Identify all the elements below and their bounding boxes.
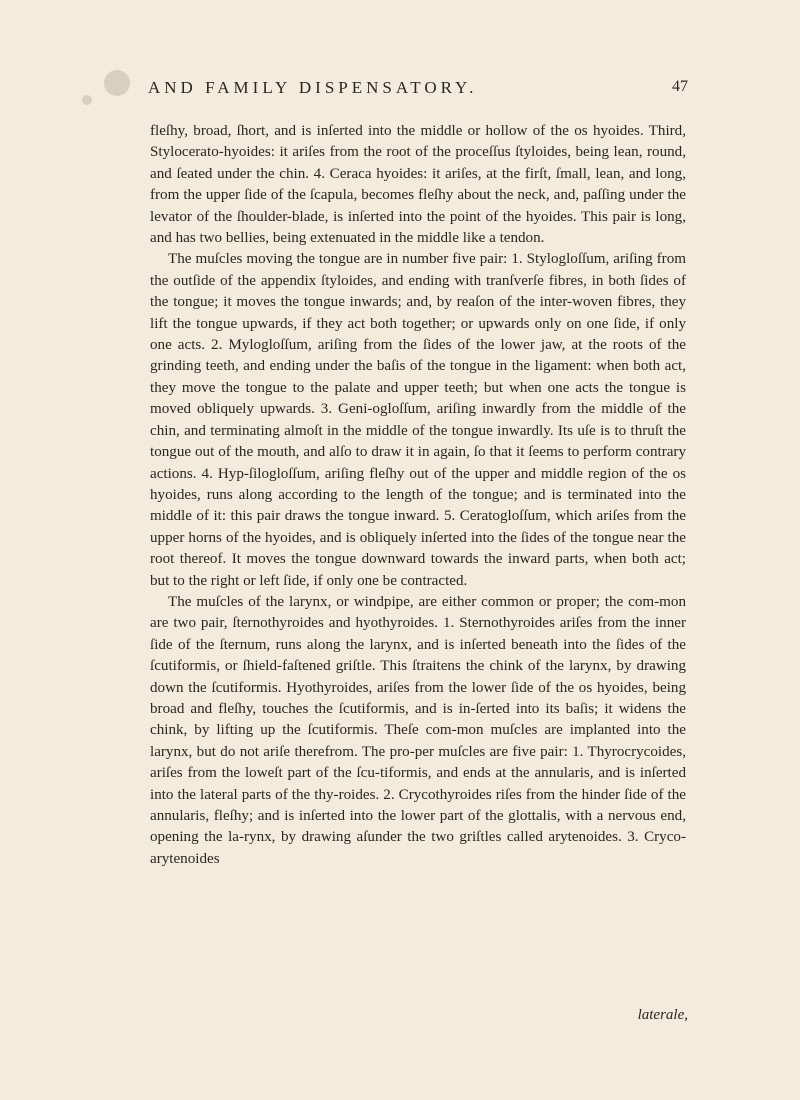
running-header bbox=[148, 78, 688, 98]
body-text bbox=[150, 121, 686, 870]
paragraph-hyoid-muscles: fleſhy, broad, ſhort, and is inſerted into the middle or hollow of the os hyoides. Third, Stylocerato-hyoides: it ariſes from the root of the proceſſus ſtyloides, being lean, round, and ſeated under the chin. 4. Ceraca hyoides: it ariſes, at the firſt, ſmall, lean, and long, from the upper ſide of the ſcapula, becomes fleſhy about the neck, and, paſſing under the levator of the ſhoulder-blade, is inſerted into the point of the hyoides. This pair is long, and has two bellies, being extenuated in the middle like a tendon. bbox=[150, 123, 686, 247]
catchword: laterale, bbox=[637, 1007, 688, 1023]
running-title: AND FAMILY DISPENSATORY. bbox=[148, 78, 478, 97]
paragraph-tongue-muscles: The muſcles moving the tongue are in number five pair: 1. Styloglоſſum, ariſing from the outſide of the appendix ſtyloides, and ending with tranſverſe fibres, in both ſides of the tongue; it moves the tongue inwards; and, by reaſon of the inter-woven fibres, they lift the tongue upwards, if they act both together; or upwards only on one ſide, if only one acts. 2. Myloglоſſum, ariſing from the ſides of the lower jaw, at the roots of the grinding teeth, and ending under the baſis of the tongue in the ligament: when both act, they move the tongue to the palate and upper teeth; but when one acts the tongue is moved obliquely upwards. 3. Geni-oglоſſum, ariſing inwardly from the middle of the chin, and terminating almoſt in the middle of the tongue inwardly. Its uſe is to thruſt the tongue out of the mouth, and alſo to draw it in again, ſo that it ſeems to perform contrary actions. 4. Hyp-ſilogloſſum, ariſing fleſhy out of the upper and middle region of the os hyoides, runs along according to the length of the tongue; and is terminated into the middle of it: this pair draws the tongue inward. 5. Ceratogloſſum, which ariſes from the upper horns of the hyoides, and is obliquely inſerted into the ſides of the tongue near the root thereof. It moves the tongue downward towards the inward parts, when both act; but to the right or left ſide, if only one be contracted. bbox=[150, 251, 686, 589]
ink-blot-decoration bbox=[82, 95, 92, 105]
page-number: 47 bbox=[672, 78, 688, 95]
paragraph-larynx-muscles: The muſcles of the larynx, or windpipe, are either common or proper; the com-mon are two pair, ſternothyroides and hyothyroides. 1. Sternothyroides ariſes from the inner ſide of the ſternum, runs along the larynx, and is inſerted beneath into the ſides of the ſcutiformis, or ſhield-faſtened griſtle. This ſtraitens the chink of the larynx, by drawing down the ſcutiformis. Hyothyroides, ariſes from the lower ſide of the os hyoides, being broad and fleſhy, touches the ſcutiformis, and is in-ſerted into its baſis; it widens the chink, by lifting up the ſcutiformis. Theſe com-mon muſcles are implanted into the larynx, but do not ariſe therefrom. The pro-per muſcles are five pair: 1. Thyrocrycoides, ariſes from the loweſt part of the ſcu-tiformis, and ends at the annularis, and is inſerted into the lateral parts of the thy-roides. 2. Crycothyroides riſes from the hinder ſide of the annularis, fleſhy; and is inſerted into the lower part of the glottalis, with a nervous end, opening the la-rynx, by drawing aſunder the two griſtles called arytenoides. 3. Cryco-arytenoides bbox=[150, 593, 686, 867]
ink-blot-decoration bbox=[104, 70, 130, 96]
